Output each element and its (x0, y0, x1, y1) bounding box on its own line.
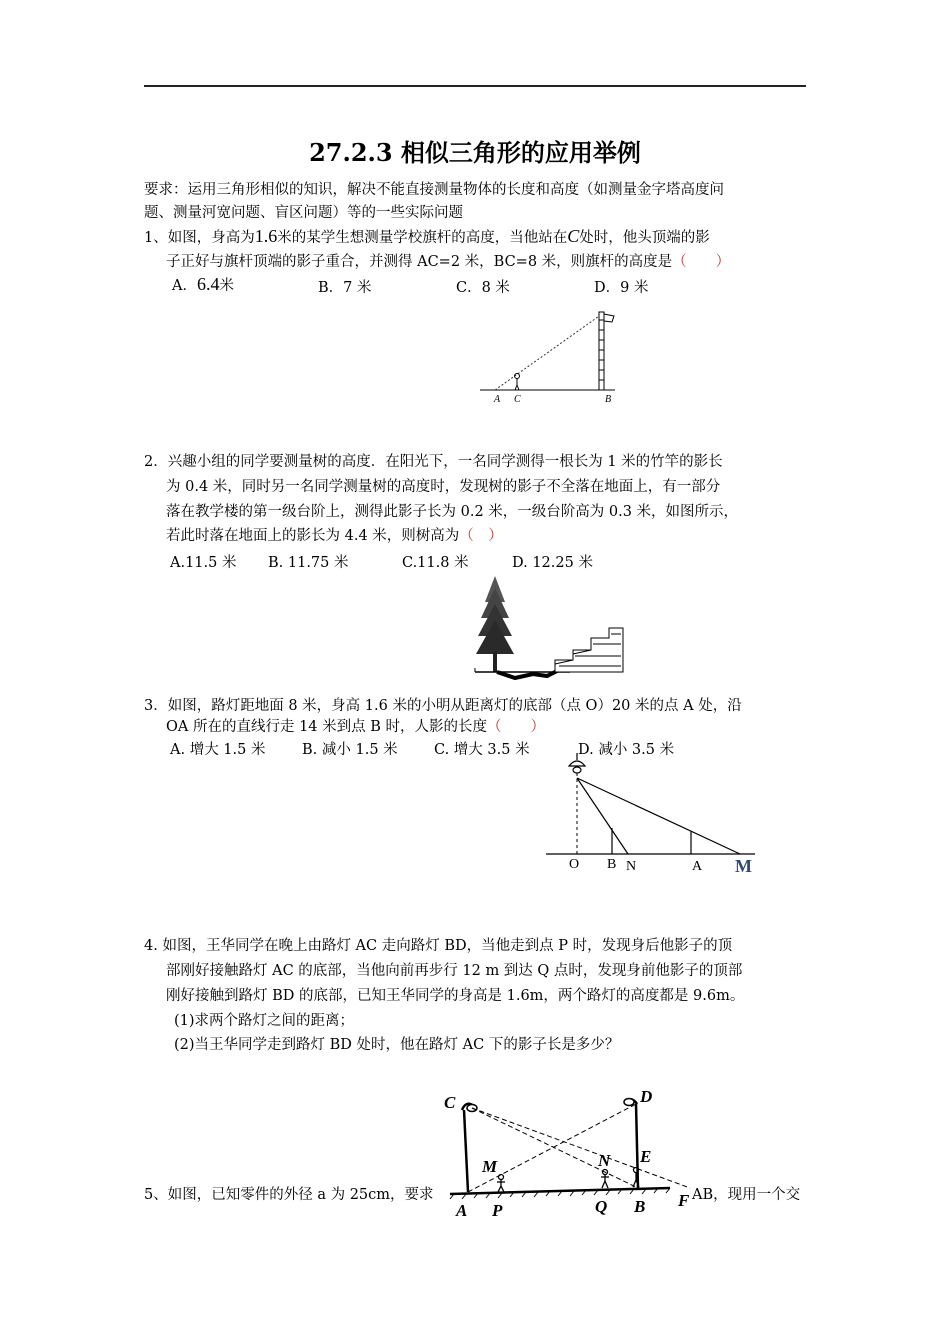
q2-line-1: 2．兴趣小组的同学要测量树的高度．在阳光下，一名同学测得一根长为 1 米的竹竿的影长 (144, 454, 723, 470)
q3-option-c: C. 增大 3.5 米 (434, 742, 530, 758)
q4-label-m: M (482, 1157, 498, 1176)
q4-label-c: C (444, 1093, 456, 1112)
q1-option-c: C．8 米 (456, 280, 510, 296)
q3-option-a: A. 增大 1.5 米 (170, 742, 266, 758)
q5-line-1-start: 5、如图，已知零件的外径 a 为 25cm，要求 (144, 1187, 434, 1203)
q4-label-d: D (640, 1087, 653, 1106)
q4-line-1: 4. 如图，王华同学在晚上由路灯 AC 走向路灯 BD，当他走到点 P 时，发现身后他影子的顶 (144, 938, 733, 954)
q4-label-n: N (598, 1151, 611, 1170)
q3-lamp-icon (569, 753, 585, 773)
q3-line-2: OA 所在的直线行走 14 米到点 B 时，人影的长度（ ） (166, 719, 546, 735)
q4-line-3: 刚好接触到路灯 BD 的底部，已知王华同学的身高是 1.6m，两个路灯的高度都是 9.6m。 (166, 988, 745, 1004)
q1-text-2: 子正好与旗杆顶端的影子重合，并测得 AC=2 米，BC=8 米，则旗杆的高度是 (166, 254, 673, 270)
q1-flagpole-figure (470, 300, 630, 408)
q2-tree-shadow (497, 668, 563, 678)
q3-option-b: B. 减小 1.5 米 (302, 742, 398, 758)
q4-lamp-ac (462, 1104, 474, 1192)
q1-text-c: 处时，他头顶端的影 (579, 230, 710, 246)
q3-label-m: M (735, 856, 752, 876)
q4-ray-c-to-b (472, 1108, 638, 1188)
q2-option-a: A.11.5 米 (170, 555, 237, 571)
q2-line-3: 落在教学楼的第一级台阶上，测得此影子长为 0.2 米，一级台阶高为 0.3 米，如图所示， (166, 504, 739, 520)
q3-label-b: B (607, 857, 617, 872)
q2-steps (555, 628, 623, 672)
q4-label-p: P (492, 1201, 503, 1220)
requirement-line-2: 题、测量河宽问题、盲区问题）等的一些实际问题 (144, 205, 463, 221)
q4-label-f: F (678, 1191, 690, 1210)
q3-option-d: D. 减小 3.5 米 (578, 742, 675, 758)
q1-line-1 (144, 226, 710, 248)
q4-label-b: B (634, 1197, 646, 1216)
q4-ray-c-to-f (472, 1108, 690, 1188)
q1-line-2 (166, 252, 730, 272)
header-rule (144, 85, 806, 87)
q3-label-a: A (692, 859, 703, 874)
q3-label-n: N (626, 859, 637, 874)
q1-height-num: 1.6 (254, 226, 278, 246)
q1-label-b: B (605, 394, 612, 405)
q1-flag (604, 314, 614, 322)
q4-two-lamps-figure (440, 1080, 710, 1220)
q5-line-1-end: AB，现用一个交 (692, 1187, 801, 1203)
q4-ray-a-to-d (468, 1104, 636, 1192)
q4-sub-question-2: (2)当王华同学走到路灯 BD 处时，他在路灯 AC 下的影子长是多少？ (174, 1037, 620, 1053)
q1-label-c: C (514, 394, 521, 405)
q2-tree (476, 576, 514, 672)
q1-text-b: 米的某学生想测量学校旗杆的高度，当他站在 (277, 230, 568, 246)
page-title: 27.2.3 相似三角形的应用举例 (309, 138, 641, 167)
q1-text-a: 1、如图，身高为 (144, 230, 255, 246)
q2-line-2: 为 0.4 米，同时另一名同学测量树的高度时，发现树的影子不全落在地面上，有一部分 (166, 479, 721, 495)
q1-option-b: B．7 米 (318, 280, 372, 296)
q1-var-c: C (567, 226, 580, 246)
q4-person-at-p (497, 1175, 505, 1193)
q3-streetlamp-figure (540, 750, 770, 880)
q1-label-a: A (494, 394, 501, 405)
q4-line-2: 部刚好接触路灯 AC 的底部，当他向前再步行 12 m 到达 Q 点时，发现身前他影子的顶部 (166, 963, 743, 979)
q2-option-b: B. 11.75 米 (268, 555, 349, 571)
q4-sub-question-1: (1)求两个路灯之间的距离； (174, 1013, 355, 1029)
q1-flagpole (599, 312, 604, 390)
q4-label-q: Q (595, 1197, 608, 1216)
q4-label-e: E (640, 1147, 652, 1166)
q2-option-c: C.11.8 米 (402, 555, 469, 571)
q2-line-4: 若此时落在地面上的影长为 4.4 米，则树高为（ ） (166, 528, 503, 544)
q3-answer-paren: （ ） (487, 719, 546, 735)
requirement-line-1: 要求：运用三角形相似的知识，解决不能直接测量物体的长度和高度（如测量金字塔高度问 (144, 182, 724, 198)
q2-tree-figure (475, 572, 625, 684)
q1-option-a: A．6.4米 (172, 274, 234, 294)
q1-answer-paren: （ ） (672, 254, 731, 270)
q3-label-o: O (569, 857, 580, 872)
q4-label-a: A (456, 1201, 468, 1220)
q2-option-d: D. 12.25 米 (512, 555, 593, 571)
q1-sunray-line (495, 314, 602, 390)
q1-option-d: D．9 米 (594, 280, 649, 296)
q3-line-1: 3．如图，路灯距地面 8 米，身高 1.6 米的小明从距离灯的底部（点 O）20 米的点 A 处，沿 (144, 698, 742, 714)
q2-answer-paren: （ ） (459, 528, 503, 544)
q3-ray-to-m (577, 778, 740, 854)
